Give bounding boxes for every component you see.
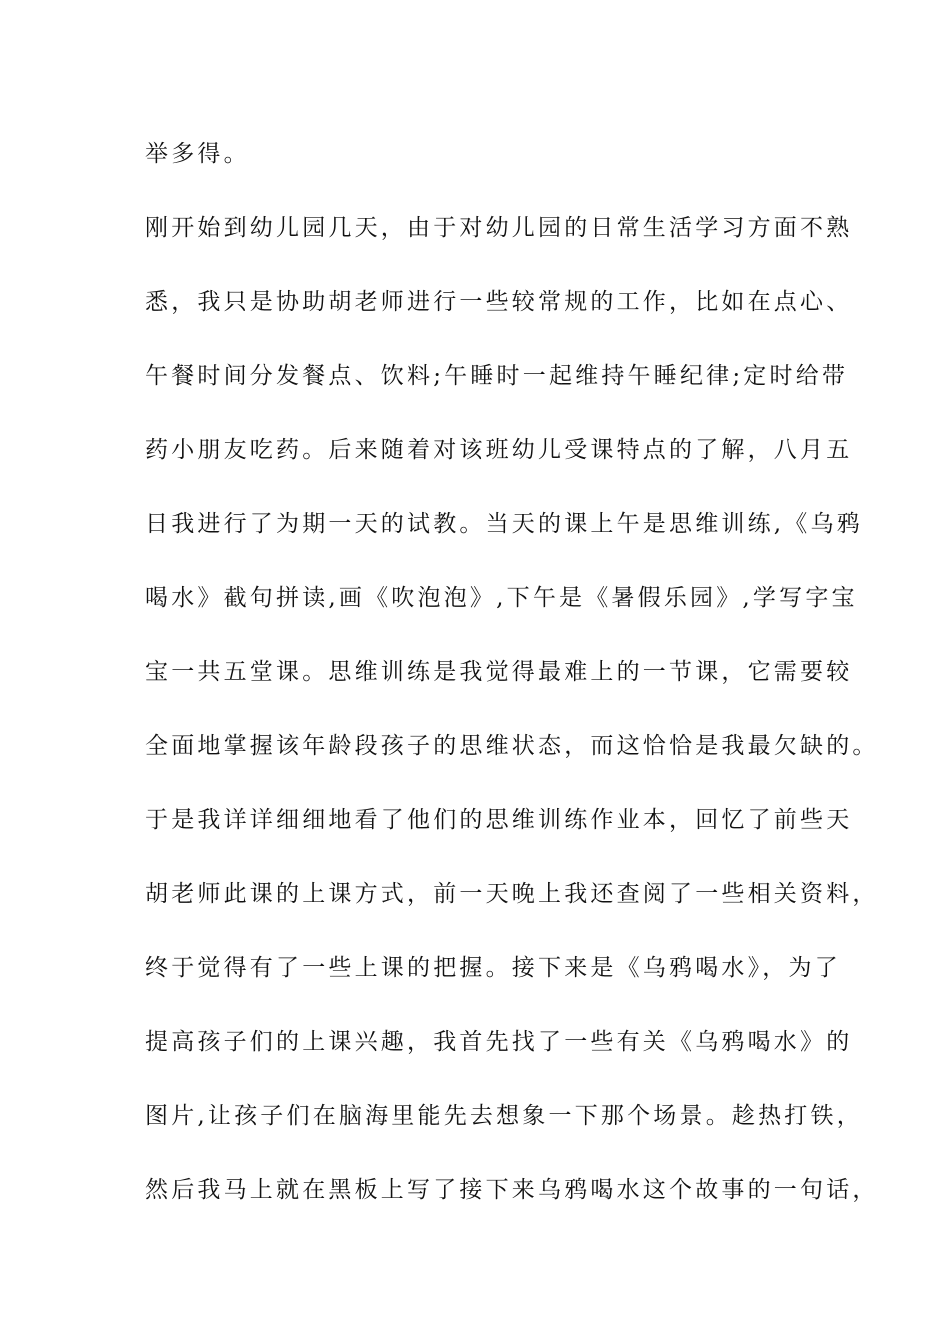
text-line: 刚开始到幼儿园几天，由于对幼儿园的日常生活学习方面不熟 xyxy=(145,215,853,241)
text-line: 提高孩子们的上课兴趣，我首先找了一些有关《乌鸦喝水》的 xyxy=(145,1029,853,1055)
text-line: 胡老师此课的上课方式，前一天晚上我还查阅了一些相关资料， xyxy=(145,881,879,907)
text-line: 然后我马上就在黑板上写了接下来乌鸦喝水这个故事的一句话， xyxy=(145,1177,879,1203)
text-line: 午餐时间分发餐点、饮料;午睡时一起维持午睡纪律;定时给带 xyxy=(145,363,849,389)
text-line: 悉，我只是协助胡老师进行一些较常规的工作，比如在点心、 xyxy=(145,289,853,315)
text-line: 日我进行了为期一天的试教。当天的课上午是思维训练,《乌鸦 xyxy=(145,511,863,537)
text-line: 图片,让孩子们在脑海里能先去想象一下那个场景。趁热打铁， xyxy=(145,1103,863,1129)
text-line: 举多得。 xyxy=(145,141,250,167)
text-line: 终于觉得有了一些上课的把握。接下来是《乌鸦喝水》，为了 xyxy=(145,955,841,981)
text-line: 喝水》截句拼读,画《吹泡泡》,下午是《暑假乐园》,学写字宝 xyxy=(145,585,858,611)
text-line: 全面地掌握该年龄段孩子的思维状态，而这恰恰是我最欠缺的。 xyxy=(145,733,879,759)
body-text xyxy=(145,130,879,1240)
text-line: 宝一共五堂课。思维训练是我觉得最难上的一节课，它需要较 xyxy=(145,659,853,685)
text-line: 于是我详详细细地看了他们的思维训练作业本，回忆了前些天 xyxy=(145,807,853,833)
text-line: 药小朋友吃药。后来随着对该班幼儿受课特点的了解，八月五 xyxy=(145,437,853,463)
